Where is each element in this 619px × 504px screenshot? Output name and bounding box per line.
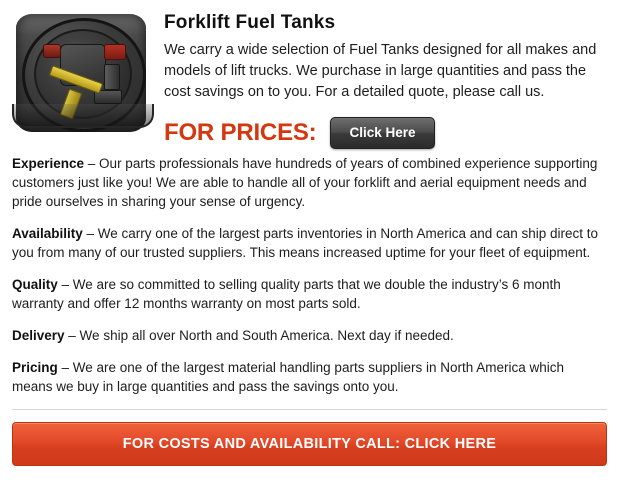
tank-valve-left-shape xyxy=(43,44,61,58)
feature-pricing xyxy=(12,358,605,396)
click-here-button[interactable]: Click Here xyxy=(330,117,434,149)
feature-pricing-lead: Pricing xyxy=(12,360,58,375)
tank-valve-right-shape xyxy=(104,44,126,60)
feature-quality-lead: Quality xyxy=(12,277,58,292)
tank-strap-shape xyxy=(12,104,154,128)
header-section xyxy=(0,0,619,150)
cta-call-button[interactable]: FOR COSTS AND AVAILABILITY CALL: CLICK HERE xyxy=(12,422,607,466)
intro-paragraph: We carry a wide selection of Fuel Tanks designed for all makes and models of lift trucks. We purchase in large quantities and pass the cost savings on to you. For a detailed quote, please call us. xyxy=(164,42,597,100)
feature-experience xyxy=(12,154,605,211)
page-title: Forklift Fuel Tanks xyxy=(164,12,336,33)
features-section xyxy=(0,150,619,396)
feature-availability-text: – We carry one of the largest parts inventories in North America and can ship direct to you from many of our trusted suppliers. This means increased uptime for your fleet of equipment. xyxy=(12,226,599,260)
feature-delivery-text: – We ship all over North and South America. Next day if needed. xyxy=(64,328,454,343)
feature-experience-text: – Our parts professionals have hundreds of years of combined experience supporting customers just like you! We are able to handle all of your forklift and aerial equipment needs and pride ourselves in sharing your sense of urgency. xyxy=(12,156,598,209)
forklift-fuel-tank-photo xyxy=(8,8,156,150)
feature-quality-text: – We are so committed to selling quality parts that we double the industry’s 6 month warranty and offer 12 months warranty on most parts sold. xyxy=(12,277,561,311)
for-prices-label: FOR PRICES: xyxy=(164,119,317,146)
feature-pricing-text: – We are one of the largest material handling parts suppliers in North America which means we buy in large quantities and pass the savings onto you. xyxy=(12,360,565,394)
prices-row xyxy=(164,117,607,149)
feature-delivery xyxy=(12,326,605,345)
feature-availability-lead: Availability xyxy=(12,226,83,241)
feature-delivery-lead: Delivery xyxy=(12,328,65,343)
section-divider xyxy=(12,409,607,410)
tank-fitting-vertical-shape xyxy=(104,64,120,90)
feature-experience-lead: Experience xyxy=(12,156,85,171)
feature-availability xyxy=(12,224,605,262)
header-text-block xyxy=(156,8,607,149)
feature-quality xyxy=(12,275,605,313)
